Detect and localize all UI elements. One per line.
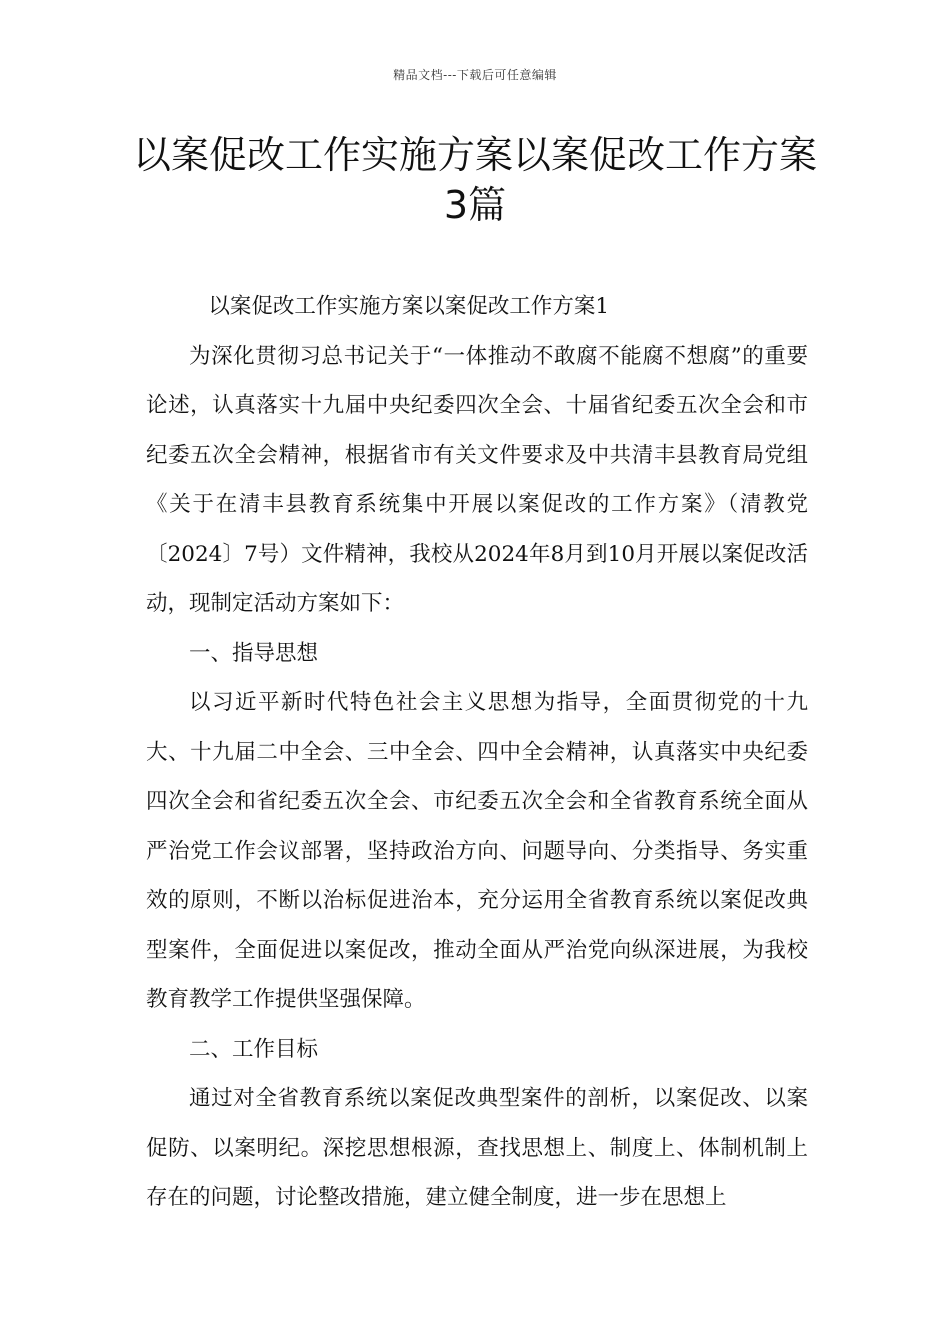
document-title: 以案促改工作实施方案以案促改工作方案3篇 — [132, 133, 817, 227]
paragraph-intro: 为深化贯彻习总书记关于“一体推动不敢腐不能腐不想腐”的重要论述，认真落实十九届中央纪委四次全会、十届省纪委五次全会和市纪委五次全会精神，根据省市有关文件要求及中共清丰县教育局党组《关于在清丰县教育系统集中开展以案促改的工作方案》（清教党〔2024〕7号）文件精神，我校从2024年8月到10月开展以案促改活动，现制定活动方案如下： — [146, 343, 808, 616]
paragraph-work-goals: 通过对全省教育系统以案促改典型案件的剖析，以案促改、以案促防、以案明纪。深挖思想根源，查找思想上、制度上、体制机制上存在的问题，讨论整改措施，建立健全制度，进一步在思想上 — [146, 1086, 808, 1210]
document-body — [146, 282, 808, 1223]
header-note: 精品文档---下载后可任意编辑 — [393, 68, 557, 82]
section-heading-work-goals: 二、工作目标 — [189, 1036, 319, 1062]
paragraph-guiding-ideology: 以习近平新时代特色社会主义思想为指导，全面贯彻党的十九大、十九届二中全会、三中全会、四中全会精神，认真落实中央纪委四次全会和省纪委五次全会、市纪委五次全会和全省教育系统全面从严治党工作会议部署，坚持政治方向、问题导向、分类指导、务实重效的原则，不断以治标促进治本，充分运用全省教育系统以案促改典型案件，全面促进以案促改，推动全面从严治党向纵深进展，为我校教育教学工作提供坚强保障。 — [146, 690, 808, 1012]
document-subtitle: 以案促改工作实施方案以案促改工作方案1 — [208, 294, 610, 319]
section-heading-guiding-ideology: 一、指导思想 — [189, 640, 319, 666]
